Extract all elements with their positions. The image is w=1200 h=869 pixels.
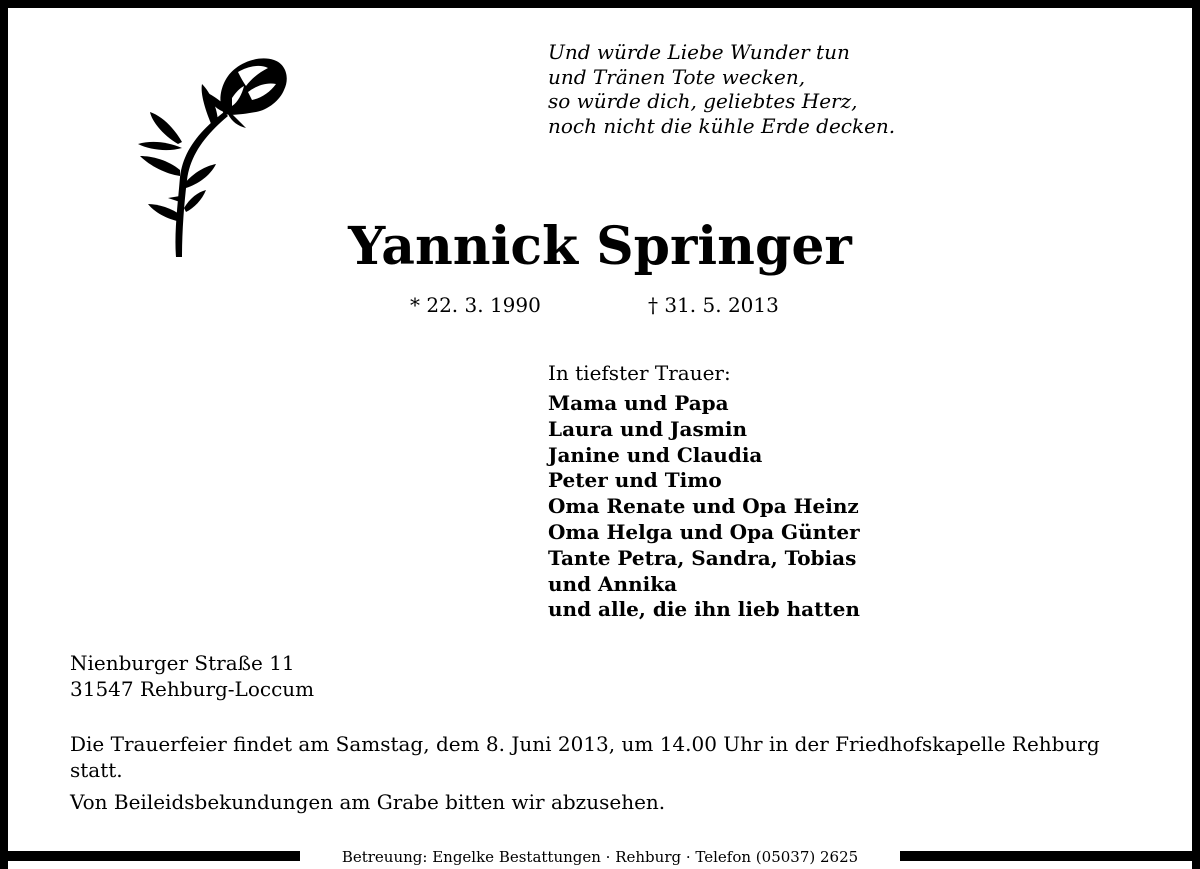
mourner-line: Janine und Claudia — [548, 442, 763, 467]
bottom-rule-right — [900, 851, 1200, 861]
poem-line: und Tränen Tote wecken, — [548, 64, 806, 89]
address-city: 31547 Rehburg-Loccum — [70, 677, 315, 701]
mourner-line: und alle, die ihn lieb hatten — [548, 597, 860, 622]
birth-date: * 22. 3. 1990 — [410, 293, 541, 317]
condolence-notice: Von Beileidsbekundungen am Grabe bitten wir abzusehen. — [70, 790, 666, 814]
mourners-list — [548, 391, 860, 623]
mourner-line: und Annika — [548, 571, 678, 596]
bottom-rule-left — [0, 851, 300, 861]
mourner-line: Oma Renate und Opa Heinz — [548, 494, 859, 519]
mourner-line: Laura und Jasmin — [548, 416, 748, 441]
mourning-intro: In tiefster Trauer: — [548, 361, 731, 385]
mourner-line: Tante Petra, Sandra, Tobias — [548, 545, 857, 570]
mourner-line: Oma Helga und Opa Günter — [548, 519, 860, 544]
poem-line: so würde dich, geliebtes Herz, — [548, 89, 858, 113]
poem-line: noch nicht die kühle Erde decken. — [548, 113, 896, 138]
ceremony-notice: Die Trauerfeier findet am Samstag, dem 8. Juni 2013, um 14.00 Uhr in der Friedhofskapelle Rehburg statt. — [70, 732, 1100, 782]
death-date: † 31. 5. 2013 — [648, 293, 779, 317]
poem-line: Und würde Liebe Wunder tun — [548, 40, 850, 64]
address — [70, 650, 314, 702]
footer-credit: Betreuung: Engelke Bestattungen · Rehburg · Telefon (05037) 2625 — [341, 848, 859, 866]
poem — [548, 40, 895, 138]
mourner-line: Mama und Papa — [548, 391, 729, 415]
deceased-name: Yannick Springer — [348, 216, 852, 277]
mourner-line: Peter und Timo — [548, 468, 722, 493]
address-street: Nienburger Straße 11 — [70, 651, 295, 675]
